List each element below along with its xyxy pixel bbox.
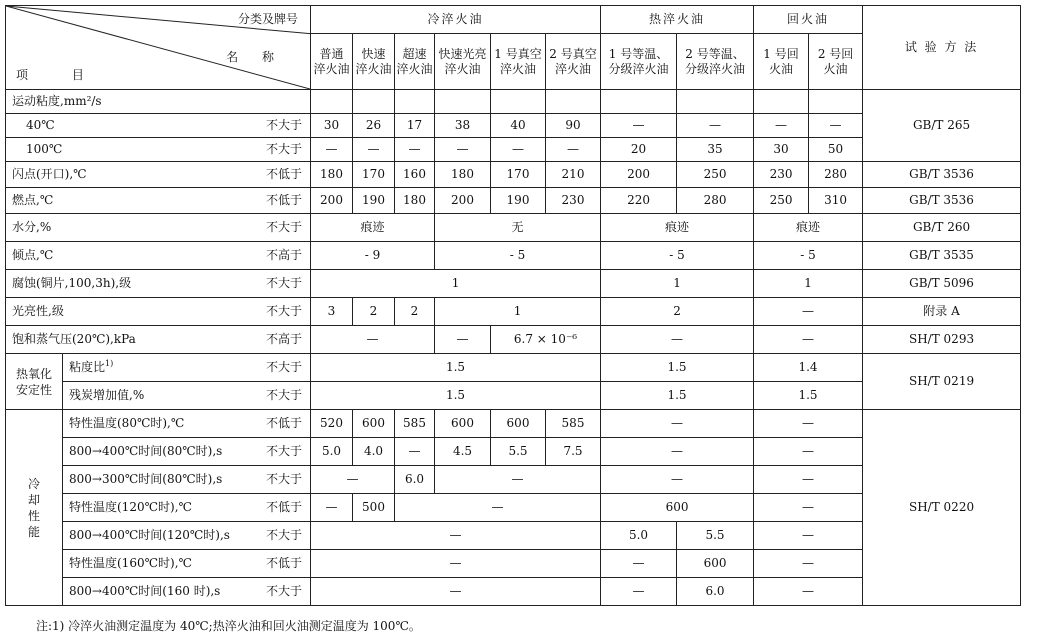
cell: 无 xyxy=(435,214,601,242)
cell: — xyxy=(754,466,863,494)
method-cooling: SH/T 0220 xyxy=(863,410,1021,606)
cell: — xyxy=(754,578,863,606)
cell: — xyxy=(311,494,353,522)
cell: 600 xyxy=(491,410,546,438)
col-header: 1 号回 火油 xyxy=(754,34,809,90)
cell: 30 xyxy=(311,114,353,138)
test-method-header: 试 验 方 法 xyxy=(863,6,1021,90)
cell: 600 xyxy=(601,494,754,522)
col-header: 2 号等温、 分级淬火油 xyxy=(677,34,754,90)
col-header: 普通 淬火油 xyxy=(311,34,353,90)
footnote: 注:1) 冷淬火油测定温度为 40℃;热淬火油和回火油测定温度为 100℃。 xyxy=(36,619,421,633)
cell: - 9 xyxy=(311,242,435,270)
corner-item-label: 项 目 xyxy=(16,68,104,82)
cell: 7.5 xyxy=(546,438,601,466)
cell: 2 xyxy=(395,298,435,326)
corner-category-label: 分类及牌号 xyxy=(237,12,298,26)
cell: 1 xyxy=(435,298,601,326)
cell: — xyxy=(754,550,863,578)
cell: 600 xyxy=(435,410,491,438)
col-header: 2 号回 火油 xyxy=(809,34,863,90)
cell: 3 xyxy=(311,298,353,326)
row-vapor-pressure: 饱和蒸气压(20℃),kPa 不高于 xyxy=(6,326,311,354)
cell: 6.7 × 10⁻⁶ xyxy=(491,326,601,354)
cell: — xyxy=(435,466,601,494)
cell: 1.5 xyxy=(601,354,754,382)
cell: 600 xyxy=(677,550,754,578)
row-viscosity-40: 40℃ 不大于 xyxy=(6,114,311,138)
cell: — xyxy=(311,578,601,606)
cell: 6.0 xyxy=(677,578,754,606)
cell: — xyxy=(311,326,435,354)
col-header: 快速 淬火油 xyxy=(353,34,395,90)
row-water: 水分,% 不大于 xyxy=(6,214,311,242)
row-char-temp-160: 特性温度(160℃时),℃ 不低于 xyxy=(63,550,311,578)
method-brightness: 附录 A xyxy=(863,298,1021,326)
cell: - 5 xyxy=(754,242,863,270)
category-cooling: 冷 却 性 能 xyxy=(6,410,63,606)
cell: 520 xyxy=(311,410,353,438)
cell: 500 xyxy=(353,494,395,522)
cell: 1.4 xyxy=(754,354,863,382)
cell: 200 xyxy=(435,188,491,214)
cell: — xyxy=(601,438,754,466)
col-header: 快速光亮 淬火油 xyxy=(435,34,491,90)
cell: 210 xyxy=(546,162,601,188)
row-carbon-residue: 残炭增加值,% 不大于 xyxy=(63,382,311,410)
quenching-oil-spec-table xyxy=(5,5,1021,606)
cell: — xyxy=(754,522,863,550)
cell: — xyxy=(491,138,546,162)
cell: — xyxy=(601,326,754,354)
cell: — xyxy=(754,494,863,522)
cell: 180 xyxy=(311,162,353,188)
cell: 585 xyxy=(546,410,601,438)
cell: — xyxy=(395,438,435,466)
corner-header xyxy=(6,6,311,90)
cell: — xyxy=(435,138,491,162)
cell: — xyxy=(395,138,435,162)
row-fire-point: 燃点,℃ 不低于 xyxy=(6,188,311,214)
cell: - 5 xyxy=(601,242,754,270)
cell: 190 xyxy=(353,188,395,214)
cell: — xyxy=(353,138,395,162)
col-header: 1 号真空 淬火油 xyxy=(491,34,546,90)
method-thermal: SH/T 0219 xyxy=(863,354,1021,410)
cell: 585 xyxy=(395,410,435,438)
cell: 5.5 xyxy=(491,438,546,466)
group-hot-quench: 热淬火油 xyxy=(601,6,754,34)
cell: — xyxy=(311,550,601,578)
row-time-800-300-80: 800→300℃时间(80℃时),s 不大于 xyxy=(63,466,311,494)
cell: — xyxy=(754,114,809,138)
col-header: 2 号真空 淬火油 xyxy=(546,34,601,90)
cell: 230 xyxy=(754,162,809,188)
cell: 1 xyxy=(754,270,863,298)
col-header: 超速 淬火油 xyxy=(395,34,435,90)
cell: — xyxy=(311,138,353,162)
cell: 250 xyxy=(754,188,809,214)
row-char-temp-120: 特性温度(120℃时),℃ 不低于 xyxy=(63,494,311,522)
method-water: GB/T 260 xyxy=(863,214,1021,242)
row-viscosity-100: 100℃ 不大于 xyxy=(6,138,311,162)
corner-name-label: 名 称 xyxy=(226,50,284,64)
row-pour-point: 倾点,℃ 不高于 xyxy=(6,242,311,270)
cell: 230 xyxy=(546,188,601,214)
cell: 280 xyxy=(809,162,863,188)
cell: 26 xyxy=(353,114,395,138)
cell: 200 xyxy=(311,188,353,214)
cell: 50 xyxy=(809,138,863,162)
cell: 40 xyxy=(491,114,546,138)
cell: — xyxy=(754,438,863,466)
cell: 35 xyxy=(677,138,754,162)
cell: 190 xyxy=(491,188,546,214)
cell: 2 xyxy=(353,298,395,326)
cell: 痕迹 xyxy=(311,214,435,242)
cell: 250 xyxy=(677,162,754,188)
row-viscosity-ratio: 粘度比$^{1)}$ 不大于 xyxy=(63,354,311,382)
cell: — xyxy=(601,578,677,606)
cell: 痕迹 xyxy=(601,214,754,242)
cell: 5.5 xyxy=(677,522,754,550)
cell: 280 xyxy=(677,188,754,214)
cell: — xyxy=(311,522,601,550)
cell: 1.5 xyxy=(754,382,863,410)
cell: 180 xyxy=(395,188,435,214)
row-corrosion: 腐蚀(铜片,100,3h),级 不大于 xyxy=(6,270,311,298)
row-time-800-400-80: 800→400℃时间(80℃时),s 不大于 xyxy=(63,438,311,466)
cell: - 5 xyxy=(435,242,601,270)
cell: 4.0 xyxy=(353,438,395,466)
cell: 1 xyxy=(601,270,754,298)
method-fire: GB/T 3536 xyxy=(863,188,1021,214)
cell: 160 xyxy=(395,162,435,188)
method-corrosion: GB/T 5096 xyxy=(863,270,1021,298)
row-time-800-400-160: 800→400℃时间(160 时),s 不大于 xyxy=(63,578,311,606)
cell: 1.5 xyxy=(311,382,601,410)
cell: 痕迹 xyxy=(754,214,863,242)
cell: 6.0 xyxy=(395,466,435,494)
cell: 17 xyxy=(395,114,435,138)
group-temper: 回火油 xyxy=(754,6,863,34)
group-cold-quench: 冷淬火油 xyxy=(311,6,601,34)
cell: — xyxy=(601,466,754,494)
cell: — xyxy=(809,114,863,138)
cell: 20 xyxy=(601,138,677,162)
cell: — xyxy=(435,326,491,354)
row-flash-point: 闪点(开口),℃ 不低于 xyxy=(6,162,311,188)
cell: 200 xyxy=(601,162,677,188)
cell: 310 xyxy=(809,188,863,214)
row-char-temp-80: 特性温度(80℃时),℃ 不低于 xyxy=(63,410,311,438)
cell: — xyxy=(601,550,677,578)
method-viscosity: GB/T 265 xyxy=(863,90,1021,162)
cell: 170 xyxy=(353,162,395,188)
col-header: 1 号等温、 分级淬火油 xyxy=(601,34,677,90)
category-thermal-oxidation: 热氧化 安定性 xyxy=(6,354,63,410)
cell: 90 xyxy=(546,114,601,138)
cell: — xyxy=(546,138,601,162)
cell: 2 xyxy=(601,298,754,326)
cell: 4.5 xyxy=(435,438,491,466)
method-vapor: SH/T 0293 xyxy=(863,326,1021,354)
cell: 180 xyxy=(435,162,491,188)
method-flash: GB/T 3536 xyxy=(863,162,1021,188)
cell: 600 xyxy=(353,410,395,438)
cell: — xyxy=(754,326,863,354)
cell: 170 xyxy=(491,162,546,188)
cell: — xyxy=(311,466,395,494)
cell: — xyxy=(601,114,677,138)
cell: — xyxy=(754,298,863,326)
cell: 5.0 xyxy=(311,438,353,466)
row-viscosity-label: 运动粘度,mm²/s xyxy=(6,90,311,114)
cell: — xyxy=(395,494,601,522)
cell: 5.0 xyxy=(601,522,677,550)
cell: 30 xyxy=(754,138,809,162)
cell: — xyxy=(601,410,754,438)
cell: 38 xyxy=(435,114,491,138)
method-pour: GB/T 3535 xyxy=(863,242,1021,270)
row-brightness: 光亮性,级 不大于 xyxy=(6,298,311,326)
cell: 1.5 xyxy=(601,382,754,410)
cell: 1 xyxy=(311,270,601,298)
cell: — xyxy=(754,410,863,438)
row-time-800-400-120: 800→400℃时间(120℃时),s 不大于 xyxy=(63,522,311,550)
cell: 220 xyxy=(601,188,677,214)
cell: 1.5 xyxy=(311,354,601,382)
cell: — xyxy=(677,114,754,138)
